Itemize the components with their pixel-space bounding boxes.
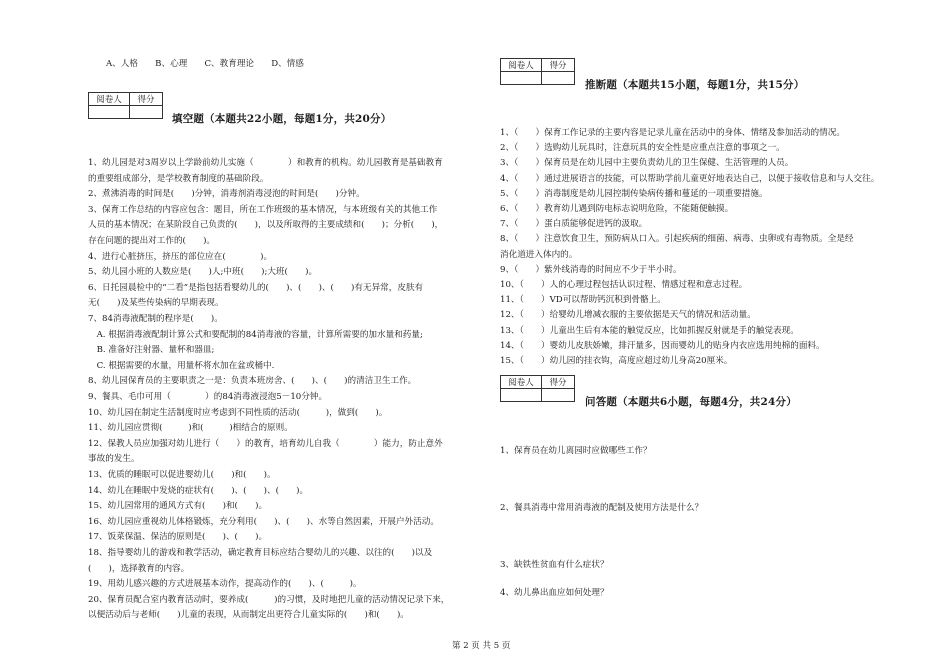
fill-blank-line: 7、84消毒液配制的程序是( )。	[88, 314, 223, 324]
previous-question-options: A、人格 B、心理 C、教育理论 D、情感	[106, 59, 304, 69]
judge-line: 10、（ ）人的心理过程包括认识过程、情感过程和意志过程。	[500, 280, 748, 290]
fill-blank-line: 2、煮沸消毒的时间是( )分钟，消毒剂消毒浸泡的时间是( )分钟。	[88, 189, 365, 200]
qa-question-4: 4、幼儿鼻出血应如何处理？	[500, 588, 609, 598]
fill-blank-line: 17、饭菜保温、保洁的原则是( )、( )。	[88, 532, 268, 543]
qa-question-1: 1、保育员在幼儿离园时应做哪些工作？	[500, 446, 652, 456]
score-cell[interactable]	[542, 72, 575, 85]
reviewer-label: 阅卷人	[501, 59, 542, 72]
fill-blank-line: 19、用幼儿感兴趣的方式进展基本动作，提高动作的( )、( )。	[88, 579, 362, 590]
fill-blank-line: 6、日托园晨检中的“二看”是指包括看婴幼儿的( )、( )、( )有无异常，皮肤有	[88, 282, 424, 293]
fill-blank-line: ( )，选择教育的内容。	[88, 563, 190, 574]
judge-line: 7、（ ）蛋白质能够促进钙的汲取。	[500, 219, 648, 230]
fill-blank-section-title: 填空题（本题共22小题，每题1分，共20分）	[172, 113, 392, 125]
fill-blank-line: 4、进行心脏挤压，挤压的部位应在( )。	[88, 251, 273, 262]
reviewer-cell[interactable]	[89, 106, 130, 119]
fill-blank-line: 18、指导婴幼儿的游戏和教学活动，确定教育目标应结合婴幼儿的兴趣、以往的( )以及	[88, 548, 433, 558]
judge-line: 11、（ ）VD可以帮助钙沉积到骨骼上。	[500, 295, 666, 306]
reviewer-label: 阅卷人	[89, 93, 130, 106]
fill-blank-line: B. 准备好注射器、量杯和器皿;	[88, 345, 215, 356]
judge-line: 13、（ ）儿童出生后有本能的触觉反应，比如抓握反射就是手的触觉表现。	[500, 325, 799, 336]
judge-line: 6、（ ）教育幼儿遇到防电标志说明危险，不能随便触摸。	[500, 204, 734, 214]
fill-blank-line: 3、保育工作总结的内容应包含：题目，所在工作班级的基本情况，与本班级有关的其他工作	[88, 204, 438, 215]
judge-line: 5、（ ）消毒制度是幼儿园控制传染病传播和蔓延的一项重要措施。	[500, 188, 768, 199]
qa-question-2: 2、餐具消毒中常用消毒液的配制及使用方法是什么？	[500, 503, 704, 513]
fill-blank-line: 人员的基本情况；在某阶段自己负责的( )，以及所取得的主要成绩和( )；分析( )，	[88, 220, 444, 231]
judge-line: 消化道进入体内的。	[500, 249, 578, 260]
qa-section-title: 问答题（本题共6小题，每题4分，共24分）	[585, 396, 797, 408]
judge-line: 14、（ ）婴幼儿皮肤娇嫩，排汗量多，因而婴幼儿的贴身内衣应选用纯棉的面料。	[500, 340, 825, 351]
fill-blank-line: 5、幼儿园小班的人数应是( )人;中班( );大班( )。	[88, 267, 318, 278]
score-cell[interactable]	[130, 106, 163, 119]
reviewer-cell[interactable]	[501, 72, 542, 85]
fill-blank-line: 的重要组成部分，是学校教育制度的基础阶段。	[88, 173, 269, 184]
fill-blank-line: 无( )及某些传染病的早期表现。	[88, 298, 224, 309]
judge-line: 1、（ ）保育工作记录的主要内容是记录儿童在活动中的身体、情绪及参加活动的情况。	[500, 128, 845, 138]
score-box-judge	[500, 58, 575, 85]
judge-line: 15、（ ）幼儿园的挂衣钩，高度应超过幼儿身高20厘米。	[500, 356, 733, 366]
judge-line: 9、（ ）紫外线消毒的时间应不少于半小时。	[500, 264, 682, 275]
fill-blank-line: 11、幼儿园应贯彻( )和( )相结合的原则。	[88, 423, 293, 434]
judge-section-title: 推断题（本题共15小题，每题1分，共15分）	[585, 79, 805, 91]
score-label: 得分	[130, 93, 163, 106]
fill-blank-line: 16、幼儿园应重视幼儿体格锻炼，充分利用( )、( )、水等自然因素，开展户外活动。	[88, 516, 439, 527]
fill-blank-line: A. 根据消毒液配制计算公式和要配制的84消毒液的容量，计算所需要的加水量和药量;	[88, 329, 423, 340]
score-label: 得分	[542, 376, 575, 389]
fill-blank-line: 12、保教人员应加强对幼儿进行（ ）的教育，培育幼儿自我（ ）能力，防止意外	[88, 438, 443, 449]
judge-line: 8、（ ）注意饮食卫生，预防病从口入。引起疾病的细菌、病毒、虫卵或有毒物质。全是经	[500, 234, 854, 245]
reviewer-label: 阅卷人	[501, 376, 542, 389]
fill-blank-line: 以便活动后与老师( )儿童的表现，从而制定出更符合儿童实际的( )和( )。	[88, 610, 409, 621]
fill-blank-line: 事故的发生。	[88, 454, 140, 465]
score-label: 得分	[542, 59, 575, 72]
judge-line: 3、（ ）保育员是在幼儿园中主要负责幼儿的卫生保健、生活管理的人员。	[500, 158, 794, 169]
fill-blank-line: 13、优质的睡眠可以促进婴幼儿( )和( )。	[88, 470, 276, 480]
fill-blank-line: 9、餐具、毛巾可用（ ）的84消毒液浸泡5－10分钟。	[88, 392, 328, 402]
judge-line: 2、（ ）选购幼儿玩具时，注意玩具的安全性是应重点注意的事项之一。	[500, 143, 785, 154]
fill-blank-line: 存在问题的提出对工作的( )。	[88, 236, 216, 246]
judge-line: 12、（ ）给婴幼儿增减衣服的主要依据是天气的情况和活动量。	[500, 310, 756, 321]
score-box-qa	[500, 375, 575, 402]
fill-blank-line: 10、幼儿园在制定生活制度时应考虑到不同性质的活动( )，做到( )。	[88, 407, 388, 418]
fill-blank-line: 20、保育员配合室内教育活动时，要养成( )的习惯，及时地把儿童的活动情况记录下来，	[88, 594, 450, 605]
fill-blank-line: 14、幼儿在睡眠中发烧的症状有( )、( )、( )。	[88, 485, 309, 496]
page-number: 第 2 页 共 5 页	[452, 641, 511, 651]
qa-question-3: 3、缺铁性贫血有什么症状？	[500, 560, 609, 570]
score-cell[interactable]	[542, 389, 575, 402]
fill-blank-line: 15、幼儿园常用的通风方式有( )和( )。	[88, 501, 268, 512]
fill-blank-line: C. 根据需要的水量，用量杯将水加在盆或桶中.	[88, 360, 275, 371]
fill-blank-line: 1、幼儿园是对3周岁以上学龄前幼儿实施（ ）和教育的机构。幼儿园教育是基础教育	[88, 158, 443, 168]
fill-blank-line: 8、幼儿园保育员的主要职责之一是：负责本班房舍、( )、( )的清洁卫生工作。	[88, 376, 417, 387]
score-box-fill-blank	[88, 92, 163, 119]
judge-line: 4、（ ）通过进展语言的技能，可以帮助学前儿童更好地表达自己，以便于接收信息和与人交往。	[500, 173, 880, 184]
reviewer-cell[interactable]	[501, 389, 542, 402]
